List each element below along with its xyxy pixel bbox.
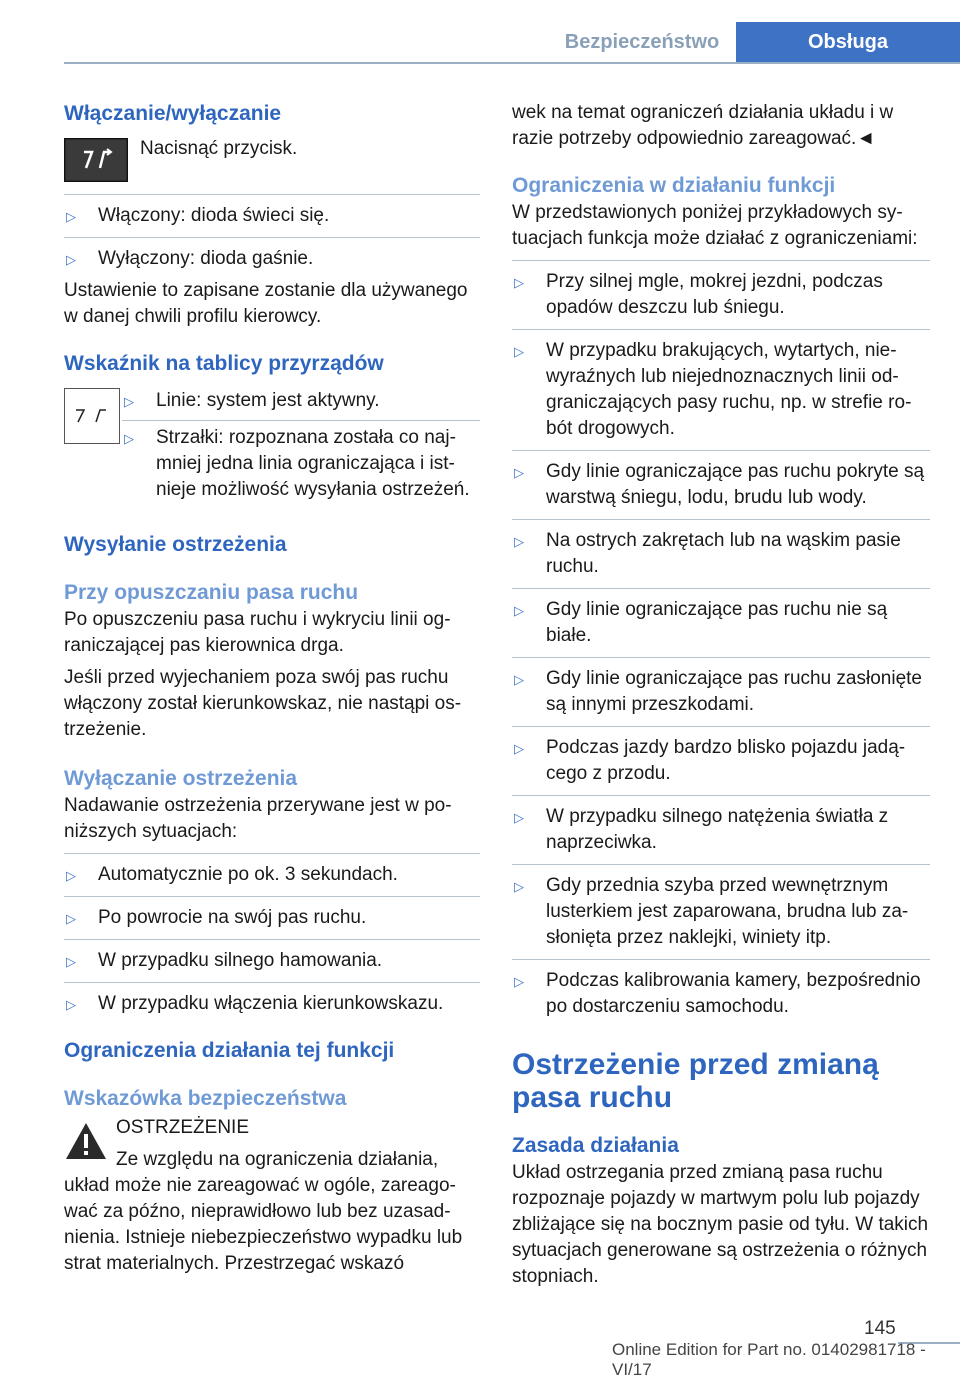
divider bbox=[512, 260, 930, 261]
list-item: ▷ Na ostrych zakrętach lub na wąskim pasie ruchu. bbox=[514, 530, 901, 577]
divider bbox=[64, 853, 480, 854]
indicator-list-wrap bbox=[122, 388, 480, 503]
bullet-triangle-icon: ▷ bbox=[66, 997, 76, 1012]
list-item: ▷ Podczas jazdy bardzo blisko pojazdu jadącego z przodu. bbox=[514, 737, 906, 784]
heading-on-off: Włączanie/wyłączanie bbox=[64, 102, 282, 125]
list-item: ▷ Włączony: dioda świeci się. bbox=[64, 203, 480, 229]
divider bbox=[512, 657, 930, 658]
indicator-list-2 bbox=[122, 425, 480, 503]
lane-button-icon bbox=[64, 138, 128, 182]
indicator-display-icon bbox=[64, 388, 120, 444]
bullet-triangle-icon: ▷ bbox=[66, 209, 76, 224]
left-column bbox=[64, 100, 480, 1277]
header-tab-active: Obsługa bbox=[736, 22, 960, 63]
led-status-list-2 bbox=[64, 246, 480, 272]
list-item: ▷ Podczas kalibrowania kamery, bezpośrednio po dostarczeniu samochodu. bbox=[514, 970, 921, 1017]
warning-text: Ze względu na ograniczenia działania, układ może nie zareagować w ogóle, zareagować za późno, nieprawidłowo lub bez uzasadnienia. Istnieje niebezpieczeństwo wypadku lub strat materialnych. Przestrzegać wskazó bbox=[64, 1149, 463, 1274]
paragraph: Nadawanie ostrzeżenia przerywane jest w poniższych sytuacjach: bbox=[64, 795, 452, 842]
warning-title: OSTRZEŻENIE bbox=[116, 1117, 250, 1138]
heading-function-limits: Ograniczenia w działaniu funkcji bbox=[512, 174, 836, 197]
list-item: ▷ Przy silnej mgle, mokrej jezdni, podczas opadów deszczu lub śniegu. bbox=[514, 271, 883, 318]
paragraph: W przedstawionych poniżej przykładowych sytuacjach funkcja może działać z ograniczeniami: bbox=[512, 202, 918, 249]
bullet-triangle-icon: ▷ bbox=[514, 810, 524, 825]
divider bbox=[512, 726, 930, 727]
paragraph: Ustawienie to zapisane zostanie dla używanego w danej chwili profilu kierowcy. bbox=[64, 280, 468, 327]
bullet-triangle-icon: ▷ bbox=[514, 741, 524, 756]
divider bbox=[64, 237, 480, 238]
limits-list bbox=[512, 260, 930, 1020]
list-item: ▷ Gdy linie ograniczające pas ruchu pokryte są warstwą śniegu, lodu, brudu lub wody. bbox=[514, 461, 925, 508]
limits-list-group bbox=[512, 968, 930, 1020]
divider bbox=[64, 982, 480, 983]
header-tab-section: Bezpieczeństwo bbox=[564, 30, 720, 53]
heading-warning-off: Wyłączanie ostrzeżenia bbox=[64, 767, 298, 790]
off-list-4 bbox=[64, 991, 480, 1017]
list-item: ▷ W przypadku silnego natężenia światła z naprzeciwka. bbox=[514, 806, 889, 853]
limits-list-group bbox=[512, 338, 930, 442]
list-item: ▷ Linie: system jest aktywny. bbox=[122, 388, 480, 414]
paragraph-continued: wek na temat ograniczeń działania układu i w razie potrzeby odpowiednio zareagować.◄ bbox=[512, 102, 894, 149]
list-item: ▷ Wyłączony: dioda gaśnie. bbox=[64, 246, 480, 272]
bullet-triangle-icon: ▷ bbox=[514, 534, 524, 549]
bullet-triangle-icon: ▷ bbox=[66, 868, 76, 883]
heading-lane-leave: Przy opuszczaniu pasa ruchu bbox=[64, 581, 359, 604]
bullet-triangle-icon: ▷ bbox=[514, 974, 524, 989]
list-item: ▷ Gdy linie ograniczające pas ruchu nie są białe. bbox=[514, 599, 888, 646]
divider bbox=[512, 795, 930, 796]
limits-list-group bbox=[512, 269, 930, 321]
edition-footer: Online Edition for Part no. 01402981718 - VI/17 bbox=[612, 1340, 926, 1379]
indicator-row bbox=[64, 388, 480, 503]
heading-warning-send: Wysyłanie ostrzeżenia bbox=[64, 533, 287, 556]
list-item: ▷ W przypadku włączenia kierunkowskazu. bbox=[64, 991, 480, 1017]
divider bbox=[512, 959, 930, 960]
off-list bbox=[64, 862, 480, 888]
bullet-triangle-icon: ▷ bbox=[514, 344, 524, 359]
paragraph: Jeśli przed wyjechaniem poza swój pas ruchu włączony został kierunkowskaz, nie nastąpi ostrzeżenie. bbox=[64, 667, 462, 740]
heading-lane-change-warning: Ostrzeżenie przed zmianą pasa ruchu bbox=[512, 1048, 879, 1114]
led-status-list bbox=[64, 203, 480, 229]
warning-triangle-icon bbox=[64, 1121, 108, 1161]
divider bbox=[122, 420, 480, 421]
limits-list-group bbox=[512, 597, 930, 649]
heading-safety-note: Wskazówka bezpieczeństwa bbox=[64, 1087, 347, 1110]
bullet-triangle-icon: ▷ bbox=[514, 603, 524, 618]
bullet-triangle-icon: ▷ bbox=[124, 394, 134, 409]
off-list-2 bbox=[64, 905, 480, 931]
list-item: ▷ Gdy przednia szyba przed wewnętrznym lusterkiem jest zaparowana, brudna lub zasłonięta przez naklejki, winiety itp. bbox=[514, 875, 909, 948]
bullet-triangle-icon: ▷ bbox=[66, 911, 76, 926]
divider bbox=[512, 588, 930, 589]
bullet-triangle-icon: ▷ bbox=[124, 431, 134, 446]
heading-limitations: Ograniczenia działania tej funkcji bbox=[64, 1039, 395, 1062]
bullet-triangle-icon: ▷ bbox=[514, 672, 524, 687]
paragraph: Układ ostrzegania przed zmianą pasa ruchu rozpoznaje pojazdy w martwym polu lub pojazdy zbliżające się na bocznym pasie od tyłu. W takich sytuacjach generowane są ostrzeżenia o różnych stopniach. bbox=[512, 1162, 929, 1287]
bullet-triangle-icon: ▷ bbox=[514, 879, 524, 894]
bullet-triangle-icon: ▷ bbox=[514, 275, 524, 290]
limits-list-group bbox=[512, 528, 930, 580]
bullet-triangle-icon: ▷ bbox=[66, 954, 76, 969]
list-item: ▷ Automatycznie po ok. 3 sekundach. bbox=[64, 862, 480, 888]
limits-list-group bbox=[512, 459, 930, 511]
heading-indicator: Wskaźnik na tablicy przyrządów bbox=[64, 352, 384, 375]
limits-list-group bbox=[512, 666, 930, 718]
page-number: 145 bbox=[864, 1318, 896, 1339]
heading-principle: Zasada działania bbox=[512, 1134, 679, 1157]
divider bbox=[64, 896, 480, 897]
divider bbox=[64, 194, 480, 195]
button-instruction: Nacisnąć przycisk. bbox=[140, 138, 298, 159]
limits-list-group bbox=[512, 735, 930, 787]
list-item: ▷ Gdy linie ograniczające pas ruchu zasłonięte są innymi przeszkodami. bbox=[514, 668, 922, 715]
list-item: ▷ Po powrocie na swój pas ruchu. bbox=[64, 905, 480, 931]
bullet-triangle-icon: ▷ bbox=[66, 252, 76, 267]
off-list-3 bbox=[64, 948, 480, 974]
button-row bbox=[64, 138, 480, 182]
divider bbox=[512, 864, 930, 865]
divider bbox=[512, 329, 930, 330]
limits-list-group bbox=[512, 804, 930, 856]
list-item: ▷ Strzałki: rozpoznana została co najmniej jedna linia ograniczająca i istnieje możliwość wysyłania ostrzeżeń. bbox=[124, 427, 470, 500]
divider bbox=[512, 450, 930, 451]
limits-list-group bbox=[512, 873, 930, 951]
header-rule bbox=[64, 62, 960, 64]
divider bbox=[512, 519, 930, 520]
list-item: ▷ W przypadku brakujących, wytartych, niewyraźnych lub niejednoznacznych linii odgraniczających pasy ruchu, np. w strefie robót drogowych. bbox=[514, 340, 912, 439]
divider bbox=[64, 939, 480, 940]
list-item: ▷ W przypadku silnego hamowania. bbox=[64, 948, 480, 974]
right-column bbox=[512, 100, 930, 1290]
indicator-list bbox=[122, 388, 480, 414]
bullet-triangle-icon: ▷ bbox=[514, 465, 524, 480]
paragraph: Po opuszczeniu pasa ruchu i wykryciu linii ograniczającej pas kierownica drga. bbox=[64, 609, 451, 656]
